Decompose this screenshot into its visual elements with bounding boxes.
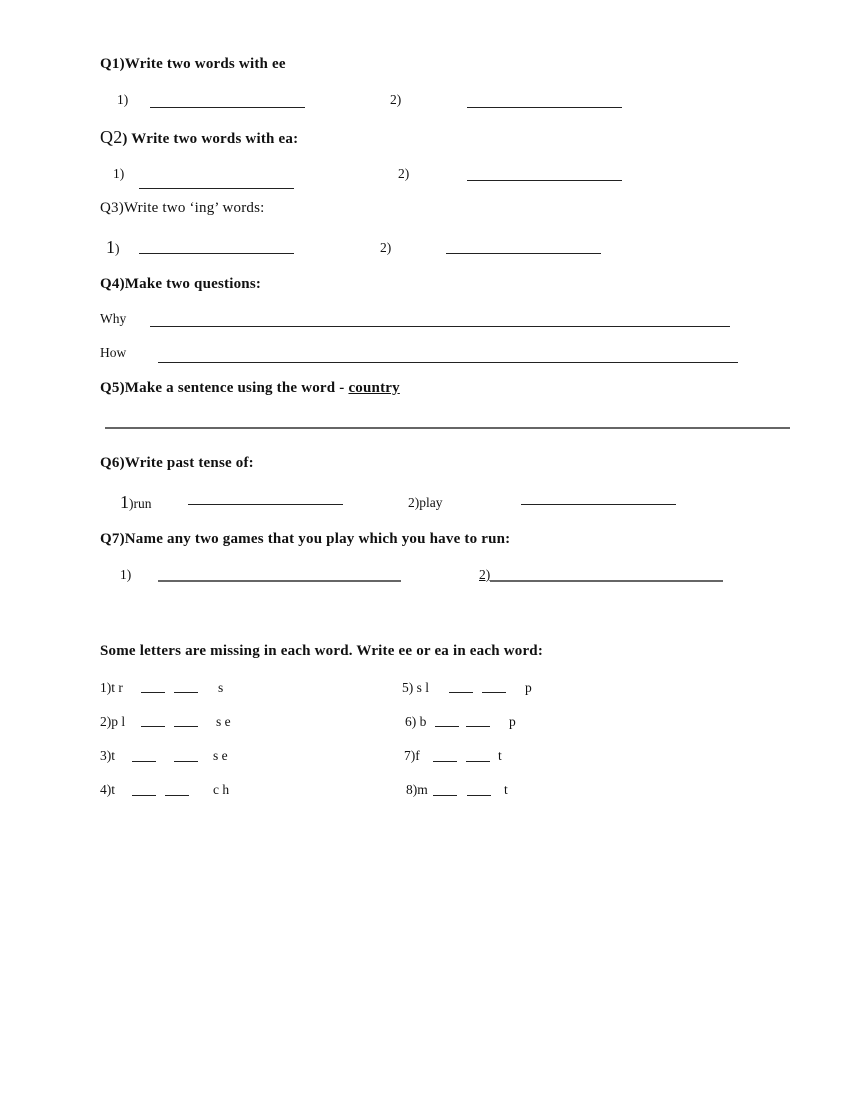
missing-item-4-start: 4)t — [100, 782, 115, 797]
question-4-title: Q4)Make two questions: — [100, 276, 262, 292]
missing-item-3-end: s e — [213, 748, 228, 763]
q2-answer-1-field[interactable] — [139, 188, 294, 189]
missing-letters-title: Some letters are missing in each word. Write ee or ea in each word: — [100, 643, 544, 659]
question-5-text: Q5)Make a sentence using the word - — [100, 380, 349, 396]
question-2-text: ) Write two words with ea: — [122, 131, 299, 147]
q4-why-field[interactable] — [150, 326, 730, 327]
question-7-title: Q7)Name any two games that you play which you have to run: — [100, 531, 511, 547]
question-2-title — [100, 127, 298, 148]
missing-item-3-blank-1[interactable] — [132, 761, 156, 762]
q2-answer-2-label: 2) — [398, 166, 410, 181]
q1-answer-2-label: 2) — [390, 92, 402, 107]
missing-item-7-end: t — [498, 748, 502, 763]
q6-answer-2-field[interactable] — [521, 504, 676, 505]
missing-item-5-blank-2[interactable] — [482, 692, 506, 693]
missing-item-4-blank-1[interactable] — [132, 795, 156, 796]
q1-answer-1-field[interactable] — [150, 107, 305, 108]
missing-item-1-blank-2[interactable] — [174, 692, 198, 693]
missing-item-2-blank-1[interactable] — [141, 726, 165, 727]
q7-answer-1-label: 1) — [120, 567, 132, 582]
q2-answer-2-field[interactable] — [467, 180, 622, 181]
missing-item-7-blank-1[interactable] — [433, 761, 457, 762]
missing-item-3-blank-2[interactable] — [174, 761, 198, 762]
q1-answer-2-field[interactable] — [467, 107, 622, 108]
missing-item-6-start: 6) b — [405, 714, 427, 729]
missing-item-5-end: p — [525, 680, 532, 695]
question-5-word: country — [348, 380, 400, 396]
missing-item-2-end: s e — [216, 714, 231, 729]
q1-answer-1-label: 1) — [117, 92, 129, 107]
missing-item-5-blank-1[interactable] — [449, 692, 473, 693]
missing-item-1-end: s — [218, 680, 224, 695]
q7-answer-2-field[interactable] — [490, 580, 723, 582]
q4-why-label: Why — [100, 311, 127, 326]
question-5-title — [100, 380, 400, 397]
q3-answer-2-field[interactable] — [446, 253, 601, 254]
q6-answer-1-word: )run — [129, 496, 152, 511]
q3-answer-1-paren: ) — [115, 241, 120, 256]
missing-item-5-start: 5) s l — [402, 680, 429, 695]
q4-how-label: How — [100, 345, 127, 360]
missing-item-2-start: 2)p l — [100, 714, 126, 729]
question-2-prefix: Q2 — [100, 127, 123, 147]
q5-sentence-field[interactable] — [105, 427, 790, 429]
missing-item-8-end: t — [504, 782, 508, 797]
missing-item-7-start: 7)f — [404, 748, 420, 763]
missing-item-4-end: c h — [213, 782, 230, 797]
q3-answer-2-label: 2) — [380, 240, 392, 255]
q6-answer-1-field[interactable] — [188, 504, 343, 505]
q2-answer-1-label: 1) — [113, 166, 125, 181]
missing-item-2-blank-2[interactable] — [174, 726, 198, 727]
missing-item-1-blank-1[interactable] — [141, 692, 165, 693]
missing-item-1-start: 1)t r — [100, 680, 123, 695]
question-6-title: Q6)Write past tense of: — [100, 455, 254, 471]
missing-item-6-blank-1[interactable] — [435, 726, 459, 727]
missing-item-6-end: p — [509, 714, 516, 729]
missing-item-8-blank-2[interactable] — [467, 795, 491, 796]
q3-answer-1-label — [106, 237, 120, 258]
missing-item-8-blank-1[interactable] — [433, 795, 457, 796]
question-3-title: Q3)Write two ‘ing’ words: — [100, 200, 265, 216]
question-1-title: Q1)Write two words with ee — [100, 56, 286, 72]
q6-answer-1-number: 1 — [120, 492, 129, 512]
missing-item-3-start: 3)t — [100, 748, 115, 763]
q7-answer-2-label: 2) — [479, 567, 491, 582]
q3-answer-1-number: 1 — [106, 237, 115, 257]
missing-item-4-blank-2[interactable] — [165, 795, 189, 796]
q7-answer-1-field[interactable] — [158, 580, 401, 582]
q3-answer-1-field[interactable] — [139, 253, 294, 254]
q4-how-field[interactable] — [158, 362, 738, 363]
missing-item-7-blank-2[interactable] — [466, 761, 490, 762]
missing-item-8-start: 8)m — [406, 782, 428, 797]
q6-answer-1-label — [120, 492, 152, 513]
missing-item-6-blank-2[interactable] — [466, 726, 490, 727]
q6-answer-2-label: 2)play — [408, 495, 443, 510]
